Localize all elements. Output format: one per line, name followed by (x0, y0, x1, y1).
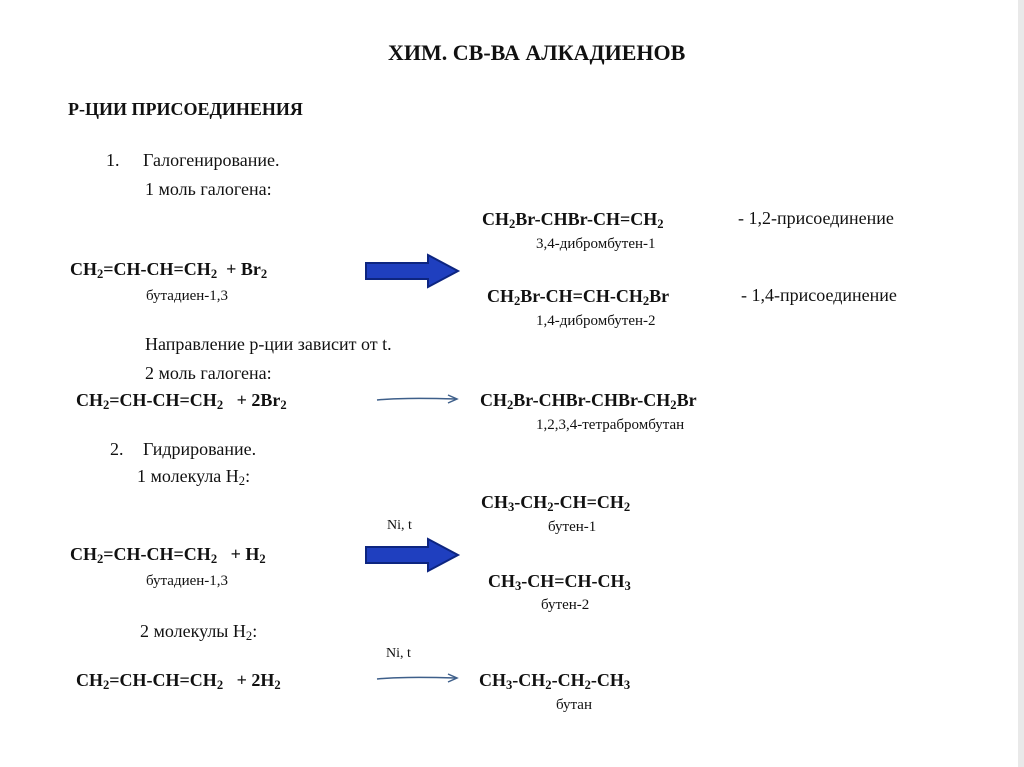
halogenation-product-1: $CH_2Br-CHBr-CH=CH_2$ (482, 209, 664, 232)
halogenation-product-3-name: 1,2,3,4-тетрабромбутан (536, 417, 685, 433)
hydrogenation-reactant: $CH_2=CH-CH=CH_2 + H_2$ (70, 544, 266, 567)
hydrogenation-product-3: $CH_3-CH_2-CH_2-CH_3$ (479, 670, 631, 693)
halogenation-product-2-name: 1,4-дибромбутен-2 (536, 313, 656, 329)
halogenation-title: Галогенирование. (143, 150, 280, 170)
hydrogenation-title: Гидрирование. (143, 439, 257, 459)
halogenation-product-1-name: 3,4-дибромбутен-1 (536, 236, 656, 252)
block-arrow-2 (364, 537, 462, 573)
thin-arrow-1 (376, 392, 460, 406)
hydrogenation-product-3-name: бутан (556, 697, 592, 713)
halogenation-two-mol: 2 моль галогена: (145, 363, 272, 383)
hydrogenation-product-1: $CH_3-CH_2-CH=CH_2$ (481, 492, 631, 515)
section-heading: Р-ЦИИ ПРИСОЕДИНЕНИЯ (68, 99, 303, 119)
halogenation-reactant-name: бутадиен-1,3 (146, 288, 229, 304)
item-number-1: 1. (106, 150, 120, 170)
catalyst-label-1: Ni, t (387, 518, 412, 533)
halogenation-product-2: $CH_2Br-CH=CH-CH_2Br$ (487, 286, 670, 309)
halogenation-reactant: $CH_2=CH-CH=CH_2 + Br_2$ (70, 259, 268, 282)
halogenation-product-1-note: - 1,2-присоединение (738, 208, 894, 228)
hydrogenation-one-mol: 1 молекула $H_2$: (137, 466, 251, 489)
halogenation-reactant-2: $CH_2=CH-CH=CH_2 + 2Br_2$ (76, 390, 287, 413)
slide-edge (1018, 0, 1024, 767)
hydrogenation-two-mol: 2 молекулы $H_2$: (140, 621, 258, 644)
block-arrow-1 (364, 253, 462, 289)
hydrogenation-product-2-name: бутен-2 (541, 597, 590, 613)
hydrogenation-product-2: $CH_3-CH=CH-CH_3$ (488, 571, 631, 594)
hydrogenation-reactant-name: бутадиен-1,3 (146, 573, 229, 589)
item-number-2: 2. (110, 439, 124, 459)
halogenation-product-3: $CH_2Br-CHBr-CHBr-CH_2Br$ (480, 390, 697, 413)
catalyst-label-2: Ni, t (386, 646, 411, 661)
hydrogenation-product-1-name: бутен-1 (548, 519, 597, 535)
slide-title: ХИМ. СВ-ВА АЛКАДИЕНОВ (388, 40, 686, 65)
halogenation-product-2-note: - 1,4-присоединение (741, 285, 897, 305)
thin-arrow-2 (376, 671, 460, 685)
direction-note: Направление р-ции зависит от t. (145, 334, 392, 354)
halogenation-one-mol: 1 моль галогена: (145, 179, 272, 199)
hydrogenation-reactant-2: $CH_2=CH-CH=CH_2 + 2H_2$ (76, 670, 281, 693)
